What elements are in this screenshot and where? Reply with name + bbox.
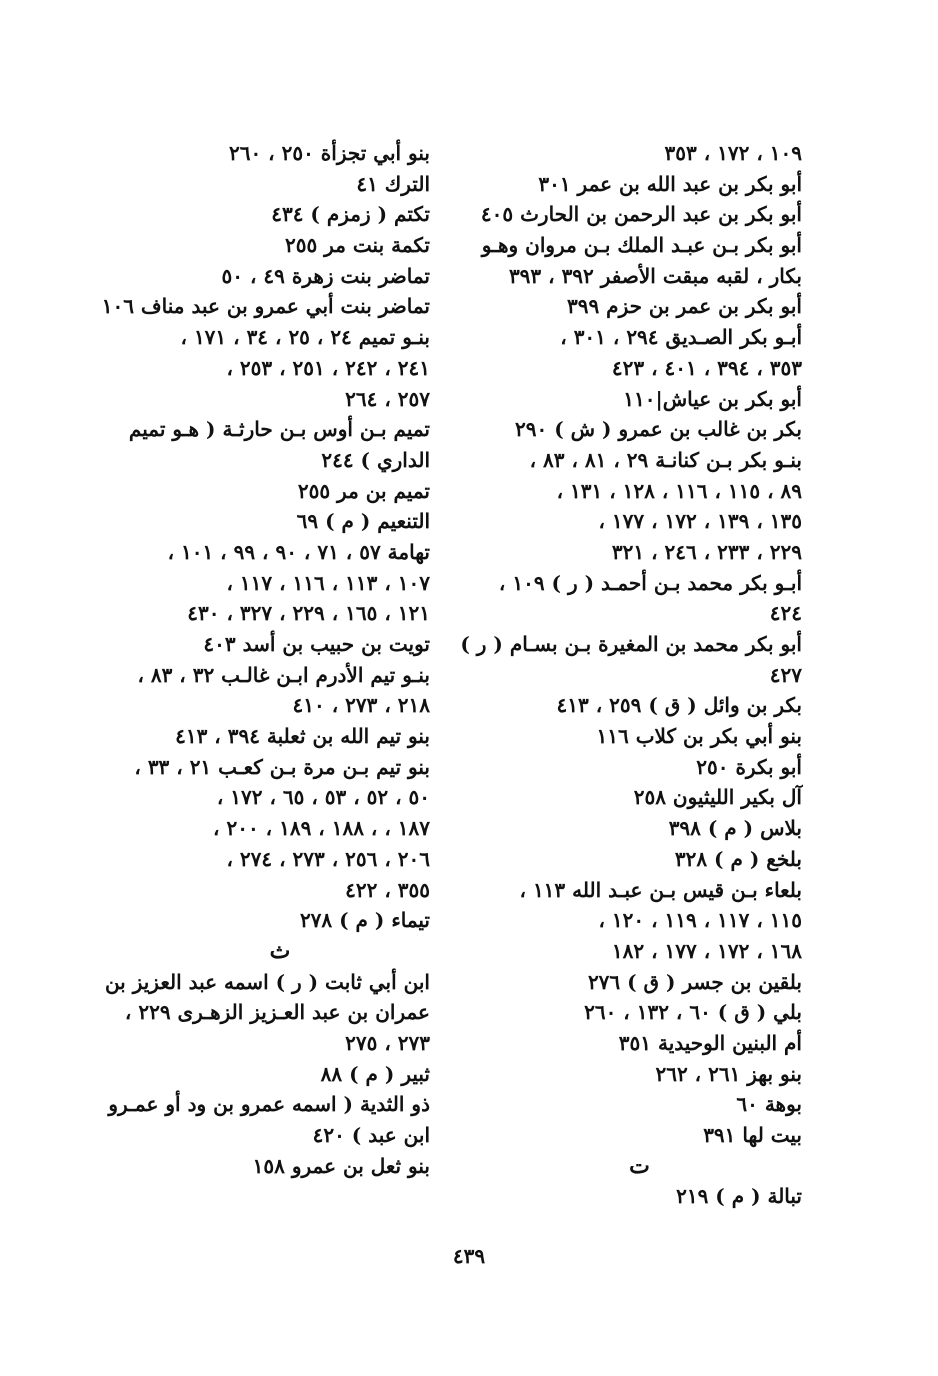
index-entry-line: ذو الثدية ( اسمه عمرو بن ود أو عمـرو <box>108 1092 430 1117</box>
index-entry-line: بنـو بكر بـن كنانـة ٢٩ ، ٨١ ، ٨٣ ، <box>529 447 802 472</box>
index-entry-line: تبالة ( م ) ٢١٩ <box>676 1184 802 1209</box>
index-entry-line: تويت بن حبيب بن أسد ٤٠٣ <box>203 632 430 656</box>
index-entry-line: ٤٢٤ <box>769 601 802 626</box>
index-column-left <box>101 138 430 1181</box>
section-letter: ت <box>629 1152 650 1179</box>
index-entry-line: ٨٩ ، ١١٥ ، ١١٦ ، ١٢٨ ، ١٣١ ، <box>556 478 802 503</box>
index-entry-line: تماضر بنت زهرة ٤٩ ، ٥٠ <box>221 263 430 288</box>
index-entry-line: أبو بكر محمد بن المغيرة بـن بسـام ( ر ) <box>460 632 802 656</box>
index-entry-line: ٢٧٣ ، ٢٧٥ <box>345 1030 430 1055</box>
index-entry-line: ١٣٥ ، ١٣٩ ، ١٧٢ ، ١٧٧ ، <box>598 509 802 534</box>
index-column-right <box>460 138 802 1212</box>
index-entry-line: بنـو تميم ٢٤ ، ٢٥ ، ٣٤ ، ١٧١ ، <box>180 325 430 350</box>
index-entry-line: ١٦٨ ، ١٧٢ ، ١٧٧ ، ١٨٢ <box>611 938 802 963</box>
index-entry-line: بوهة ٦٠ <box>736 1092 802 1117</box>
index-entry-line: الداري ) ٢٤٤ <box>321 447 430 472</box>
index-entry-line: تماضر بنت أبي عمرو بن عبد مناف ١٠٦ <box>101 294 430 319</box>
index-entry-line: أبو بكر بن عمر بن حزم ٣٩٩ <box>566 294 802 319</box>
index-entry-line: أبو بكر بن عبد الله بن عمر ٣٠١ <box>538 171 802 196</box>
index-entry-line: ١٠٩ ، ١٧٢ ، ٣٥٣ <box>664 141 802 165</box>
index-entry-line: تميم بن مر ٢٥٥ <box>297 478 430 503</box>
index-entry-line: ٢٢٩ ، ٢٣٣ ، ٢٤٦ ، ٣٢١ <box>611 539 802 564</box>
index-entry-line: أبو بكرة ٢٥٠ <box>696 754 802 779</box>
index-entry-line: أبـو بكر الصـديق ٢٩٤ ، ٣٠١ ، <box>560 325 802 350</box>
index-entry-line: بكر بن غالب بن عمرو ( ش ) ٢٩٠ <box>515 417 802 442</box>
index-entry-line: بلقين بن جسر ( ق ) ٢٧٦ <box>587 969 802 994</box>
index-entry-line: ٤٢٧ <box>769 662 802 687</box>
index-entry-line: أم البنين الوحيدية ٣٥١ <box>618 1030 802 1055</box>
index-entry-line: الترك ٤١ <box>356 171 430 196</box>
index-entry-line: ابن عبد ) ٤٢٠ <box>312 1123 430 1147</box>
index-entry-line: عمران بن عبد العـزيز الزهـرى ٢٢٩ ، <box>124 1000 430 1025</box>
index-entry-line: تكتم ( زمزم ) ٤٣٤ <box>271 202 430 227</box>
index-entry-line: ١١٥ ، ١١٧ ، ١١٩ ، ١٢٠ ، <box>598 908 802 933</box>
index-entry-line: بنو تيم الله بن ثعلبة ٣٩٤ ، ٤١٣ <box>175 724 430 749</box>
index-entry-line: بنـو تيم الأدرم ابـن غالـب ٣٢ ، ٨٣ ، <box>137 662 430 687</box>
index-entry-line: بيت لها ٣٩١ <box>703 1123 802 1147</box>
index-entry-line: بنو تيم بـن مرة بـن كعـب ٢١ ، ٣٣ ، <box>134 754 430 779</box>
index-entry-line: ٢٥٧ ، ٢٦٤ <box>345 386 430 411</box>
index-entry-line: بكر بن وائل ( ق ) ٢٥٩ ، ٤١٣ <box>556 693 802 718</box>
index-entry-line: تميم بـن أوس بـن حارثـة ( هـو تميم <box>128 417 430 442</box>
index-entry-line: ٢٤١ ، ٢٤٢ ، ٢٥١ ، ٢٥٣ ، <box>226 355 430 380</box>
index-entry-line: ابن أبي ثابت ( ر ) اسمه عبد العزيز بن <box>104 969 430 994</box>
index-entry-line: أبو بكر بن عياش|١١٠ <box>623 386 802 411</box>
index-entry-line: تكمة بنت مر ٢٥٥ <box>284 233 430 258</box>
index-entry-line: بلي ( ق ) ٦٠ ، ١٣٢ ، ٢٦٠ <box>584 1000 802 1025</box>
section-letter: ث <box>269 937 291 964</box>
index-entry-line: ٣٥٥ ، ٤٢٢ <box>345 877 430 902</box>
index-entry-line: ١٢١ ، ١٦٥ ، ٢٢٩ ، ٣٢٧ ، ٤٣٠ <box>187 601 430 626</box>
index-entry-line: التنعيم ( م ) ٦٩ <box>296 509 430 534</box>
index-entry-line: بلاس ( م ) ٣٩٨ <box>668 816 802 841</box>
index-entry-line: ٣٥٣ ، ٣٩٤ ، ٤٠١ ، ٤٢٣ <box>611 355 802 380</box>
index-entry-line: بكار ، لقبه مبقت الأصفر ٣٩٢ ، ٣٩٣ <box>508 263 802 288</box>
index-entry-line: ١٨٧ ، ، ١٨٨ ، ١٨٩ ، ٢٠٠ ، <box>213 816 430 841</box>
index-entry-line: ٢١٨ ، ٢٧٣ ، ٤١٠ <box>292 693 430 718</box>
index-entry-line: تهامة ٥٧ ، ٧١ ، ٩٠ ، ٩٩ ، ١٠١ ، <box>167 539 430 564</box>
index-entry-line: بنو ثعل بن عمرو ١٥٨ <box>252 1153 430 1178</box>
page-number: ٤٣٩ <box>452 1244 486 1268</box>
index-entry-line: أبـو بكر محمد بـن أحمـد ( ر ) ١٠٩ ، <box>498 570 802 595</box>
index-entry-line: بنو بهز ٢٦١ ، ٢٦٢ <box>655 1061 802 1086</box>
index-entry-line: ١٠٧ ، ١١٣ ، ١١٦ ، ١١٧ ، <box>226 570 430 595</box>
index-entry-line: ثبير ( م ) ٨٨ <box>320 1061 430 1086</box>
index-entry-line: أبو بكر بن عبد الرحمن بن الحارث ٤٠٥ <box>480 202 802 227</box>
index-entry-line: بنو أبي تجزأة ٢٥٠ ، ٢٦٠ <box>228 141 430 165</box>
index-entry-line: آل بكير الليثيون ٢٥٨ <box>633 785 802 810</box>
index-entry-line: أبو بكر بـن عبـد الملك بـن مروان وهـو <box>481 233 802 258</box>
index-entry-line: تيماء ( م ) ٢٧٨ <box>299 908 430 933</box>
index-entry-line: بلخع ( م ) ٣٢٨ <box>674 846 802 871</box>
index-entry-line: بنو أبي بكر بن كلاب ١١٦ <box>596 724 802 749</box>
index-entry-line: ٢٠٦ ، ٢٥٦ ، ٢٧٣ ، ٢٧٤ ، <box>226 846 430 871</box>
index-entry-line: ٥٠ ، ٥٢ ، ٥٣ ، ٦٥ ، ١٧٢ ، <box>216 785 430 810</box>
index-entry-line: بلعاء بـن قيس بـن عبـد الله ١١٣ ، <box>519 877 802 902</box>
